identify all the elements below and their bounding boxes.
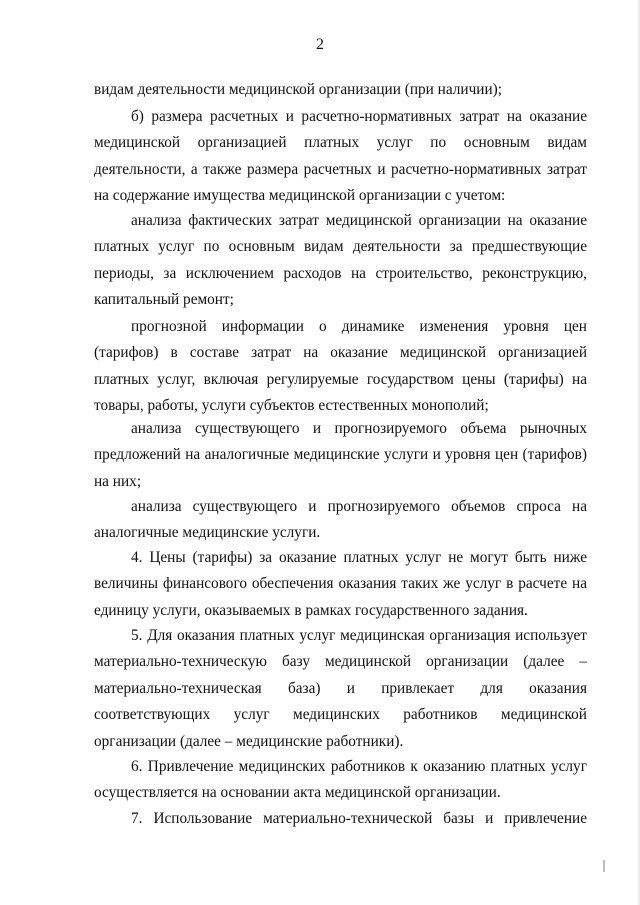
- paragraph-continuation: видам деятельности медицинской организации (при наличии);: [94, 81, 503, 98]
- paragraph-6: 6. Привлечение медицинских работников к оказанию платных услуг осуществляется на основании акта медицинской организации.: [94, 758, 587, 802]
- paragraph-5: 5. Для оказания платных услуг медицинская организация использует материально-техническую базу медицинской организации (далее – материально-техническая база) и привлекает для оказания соответствующих услуг медицинских работников медицинской организации (далее – медицинские работники).: [94, 627, 587, 750]
- paragraph-market-offers: анализа существующего и прогнозируемого объема рыночных предложений на аналогичные медицинские услуги и уровня цен (тарифов) на них;: [94, 420, 587, 490]
- paragraph-actual-costs: анализа фактических затрат медицинской организации на оказание платных услуг по основным видам деятельности за предшествующие периоды, за исключением расходов на строительство, реконструкцию, капитальный ремонт;: [94, 212, 587, 309]
- paragraph-demand: анализа существующего и прогнозируемого объемов спроса на аналогичные медицинские услуги.: [94, 498, 587, 542]
- paragraph-forecast-prices: прогнозной информации о динамике изменения уровня цен (тарифов) в составе затрат на оказание медицинской организацией платных услуг, включая регулируемые государством цены (тарифы) на товары, работы, услуги субъектов естественных монополий;: [94, 318, 587, 415]
- paragraph-4: 4. Цены (тарифы) за оказание платных услуг не могут быть ниже величины финансового обеспечения оказания таких же услуг в расчете на единицу услуги, оказываемых в рамках государственного задания.: [94, 549, 587, 619]
- paragraph-7: 7. Использование материально-технической базы и привлечение: [131, 810, 587, 827]
- scan-artifact: [603, 860, 605, 872]
- page-number: 2: [316, 36, 324, 53]
- paragraph-b: б) размера расчетных и расчетно-нормативных затрат на оказание медицинской организацией платных услуг по основным видам деятельности, а также размера расчетных и расчетно-нормативных затрат на содержание имущества медицинской организации с учетом:: [94, 108, 587, 205]
